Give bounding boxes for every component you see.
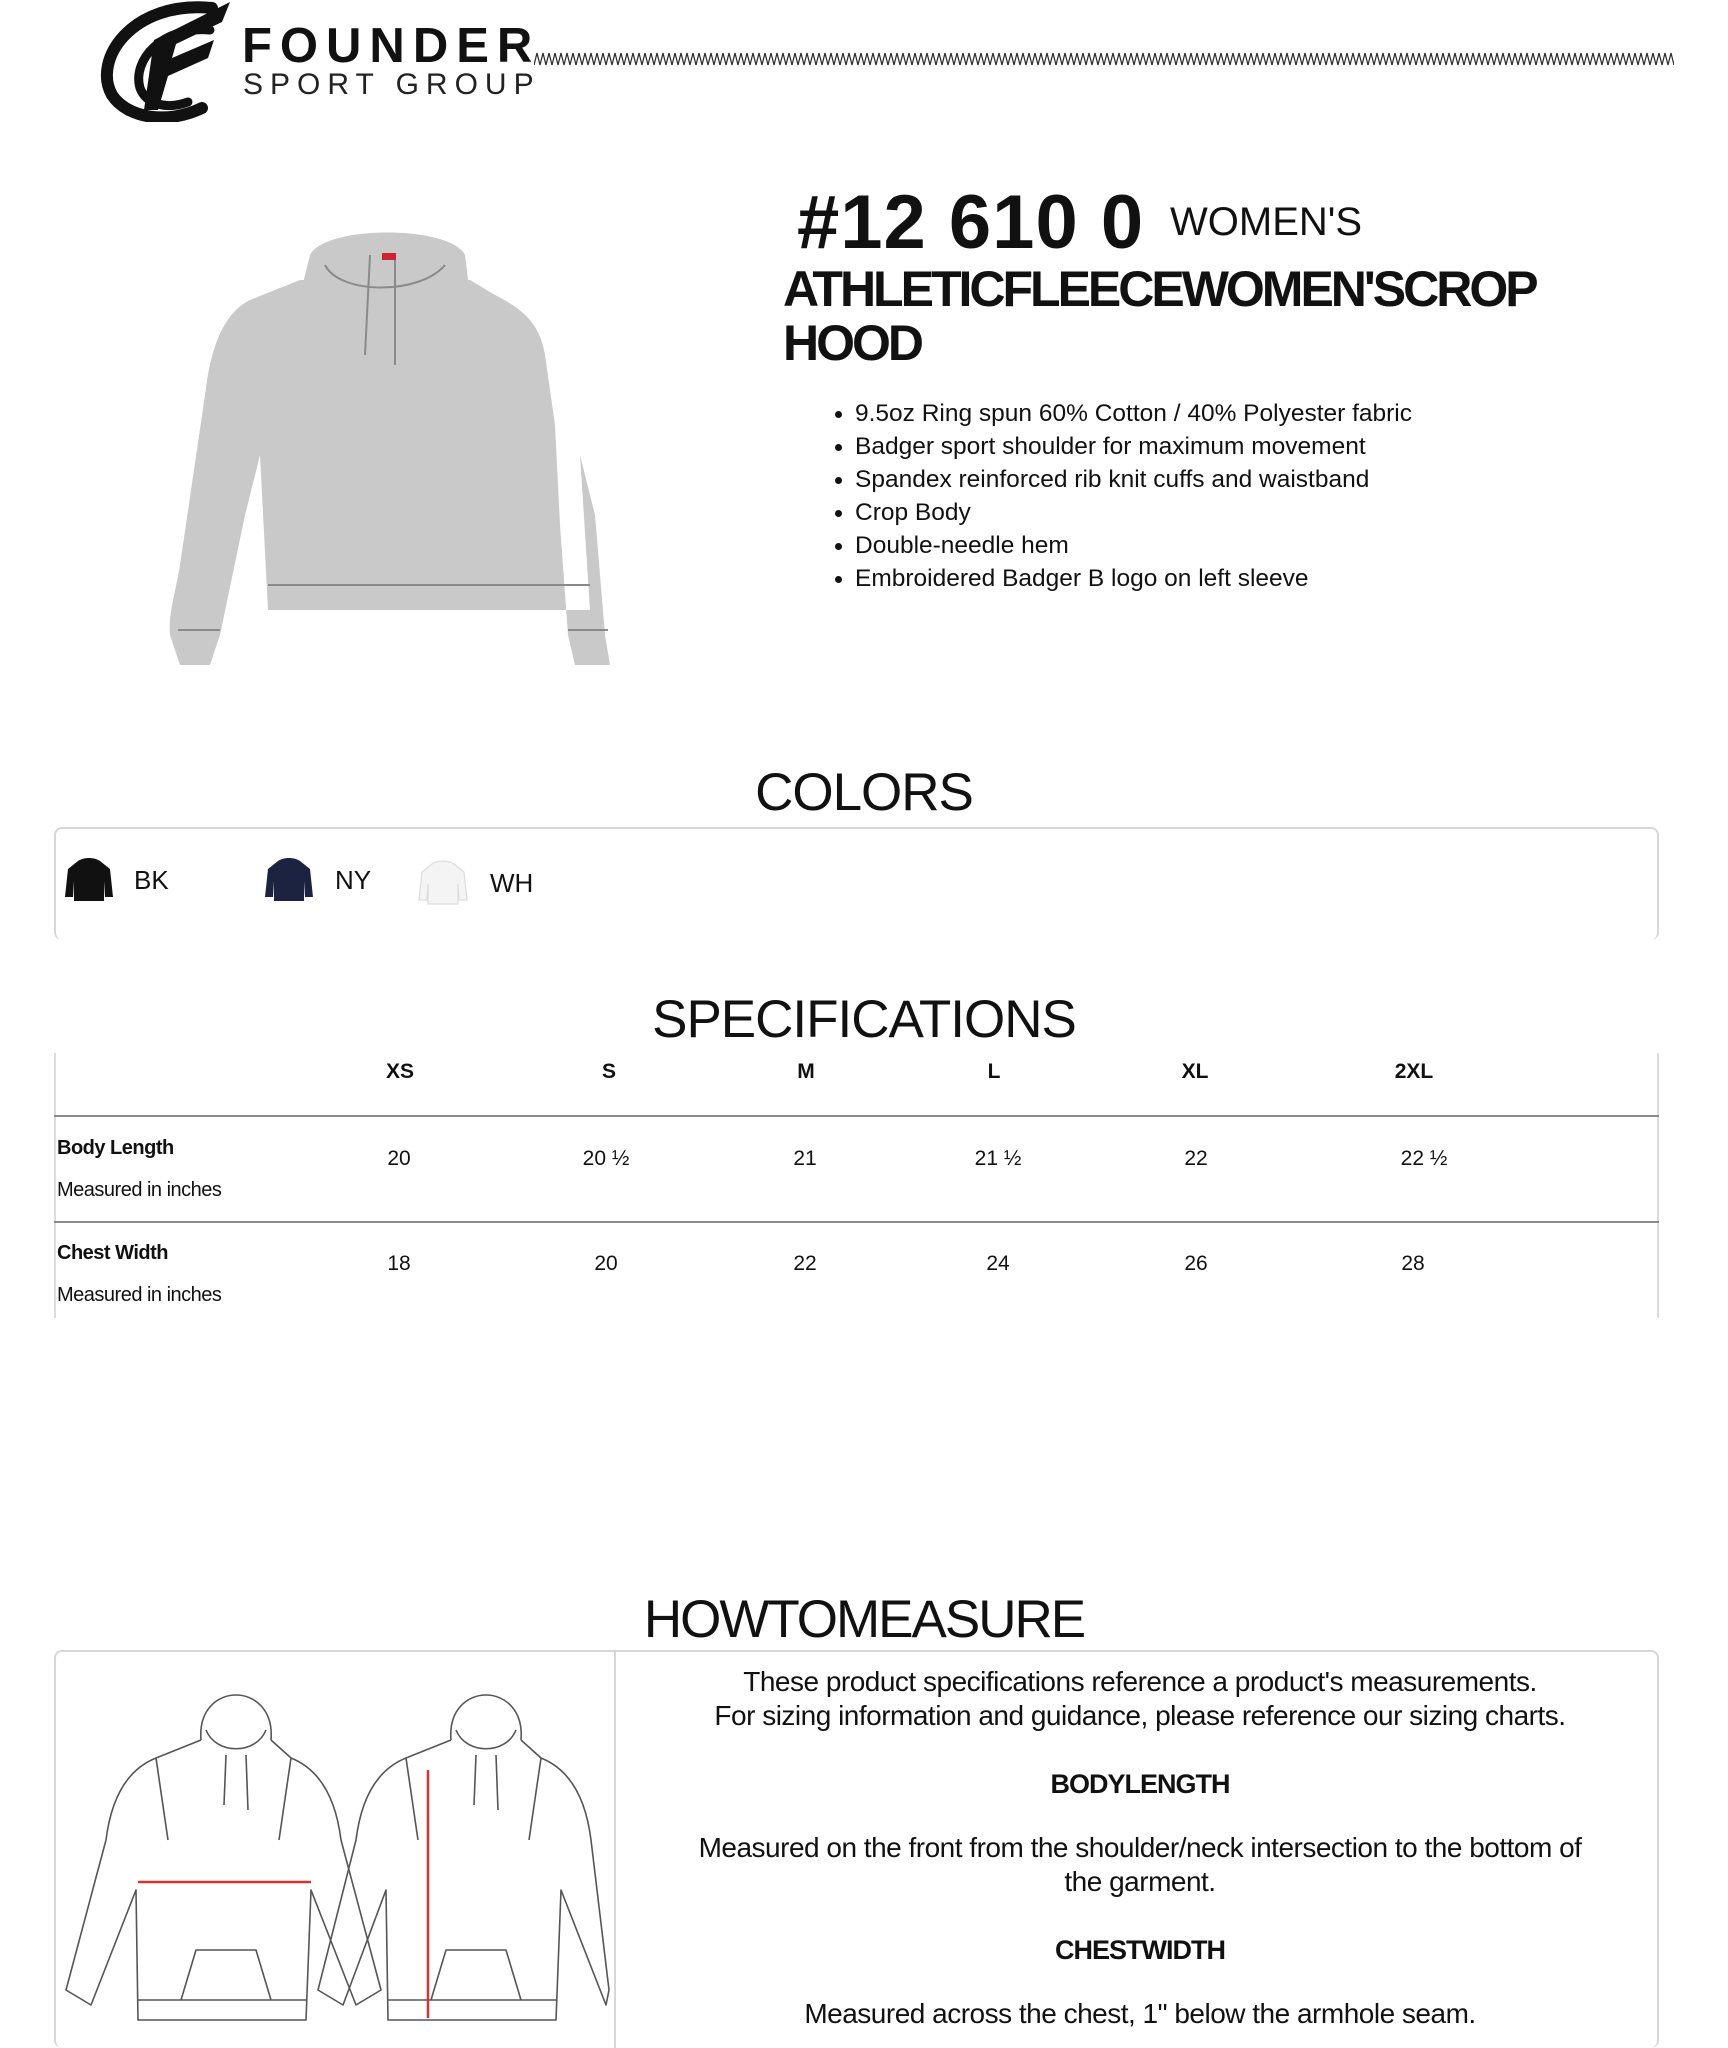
header-zigzag-divider xyxy=(534,50,1674,68)
intro-line: For sizing information and guidance, please reference our sizing charts. xyxy=(714,1700,1566,1731)
color-code: BK xyxy=(134,865,169,895)
chest-width-description: Measured across the chest, 1" below the armhole seam. xyxy=(804,1998,1476,2029)
spec-table xyxy=(54,1053,1659,1318)
spec-cell: 22 xyxy=(1184,1147,1208,1170)
swatch-wh-icon xyxy=(418,860,468,906)
spec-cell: 21 ½ xyxy=(974,1147,1022,1170)
feature-list xyxy=(835,397,1412,595)
swatch-bk-icon xyxy=(64,857,114,903)
swatch-ny-icon xyxy=(264,857,314,903)
spec-row-label: Chest Width xyxy=(57,1242,168,1264)
table-edge xyxy=(1657,1053,1659,1318)
spec-row-unit: Measured in inches xyxy=(57,1284,222,1306)
gender-label: WOMEN'S xyxy=(1170,200,1363,244)
spec-cell: 20 xyxy=(387,1147,411,1170)
size-header: M xyxy=(797,1060,815,1083)
color-code: NY xyxy=(335,865,372,895)
feature-item: Crop Body xyxy=(835,496,1412,529)
feature-item: 9.5oz Ring spun 60% Cotton / 40% Polyester fabric xyxy=(835,397,1412,430)
spec-cell: 18 xyxy=(387,1252,411,1275)
size-header: XL xyxy=(1181,1060,1209,1083)
spec-cell: 22 xyxy=(793,1252,817,1275)
body-length-description: Measured on the front from the shoulder/neck intersection to the bottom of xyxy=(698,1832,1582,1863)
chest-width-heading: CHESTWIDTH xyxy=(1055,1935,1225,1965)
feature-item: Badger sport shoulder for maximum movement xyxy=(835,430,1412,463)
panel-divider xyxy=(614,1652,616,2048)
spec-row-unit: Measured in inches xyxy=(57,1179,222,1201)
product-name xyxy=(783,262,1583,370)
brand-name: FOUNDER xyxy=(242,19,541,73)
spec-cell: 28 xyxy=(1401,1252,1425,1275)
brand-subtitle: SPORT GROUP xyxy=(243,68,541,101)
how-to-measure-text xyxy=(640,1665,1640,2031)
specifications-title: SPECIFICATIONS xyxy=(652,990,1076,1049)
table-edge xyxy=(54,1053,56,1318)
feature-item: Embroidered Badger B logo on left sleeve xyxy=(835,562,1412,595)
spec-cell: 20 ½ xyxy=(582,1147,630,1170)
hoodie-measure-illustration xyxy=(56,1660,611,2045)
intro-line: These product specifications reference a product's measurements. xyxy=(743,1666,1537,1697)
how-to-measure-title: HOWTOMEASURE xyxy=(643,1590,1085,1649)
feature-item: Double-needle hem xyxy=(835,529,1412,562)
spec-cell: 26 xyxy=(1184,1252,1208,1275)
size-header: 2XL xyxy=(1394,1060,1434,1083)
body-length-heading: BODYLENGTH xyxy=(1050,1769,1230,1799)
body-length-description: the garment. xyxy=(1064,1866,1216,1897)
spec-cell: 24 xyxy=(986,1252,1010,1275)
spec-cell: 21 xyxy=(793,1147,817,1170)
spec-cell: 22 ½ xyxy=(1400,1147,1448,1170)
colors-title: COLORS xyxy=(755,763,973,822)
product-hoodie-image xyxy=(150,225,620,685)
feature-item: Spandex reinforced rib knit cuffs and waistband xyxy=(835,463,1412,496)
product-name-line1: ATHLETICFLEECEWOMEN'SCROP xyxy=(783,261,1536,317)
color-code: WH xyxy=(490,868,534,898)
size-header: L xyxy=(987,1060,1001,1083)
style-number: #12 610 0 xyxy=(797,180,1145,265)
spec-row-label: Body Length xyxy=(57,1137,174,1159)
table-divider xyxy=(54,1221,1659,1223)
spec-cell: 20 xyxy=(594,1252,618,1275)
product-name-line2: HOOD xyxy=(783,315,921,371)
table-divider xyxy=(54,1115,1659,1117)
size-header: S xyxy=(601,1060,617,1083)
size-header: XS xyxy=(385,1060,415,1083)
